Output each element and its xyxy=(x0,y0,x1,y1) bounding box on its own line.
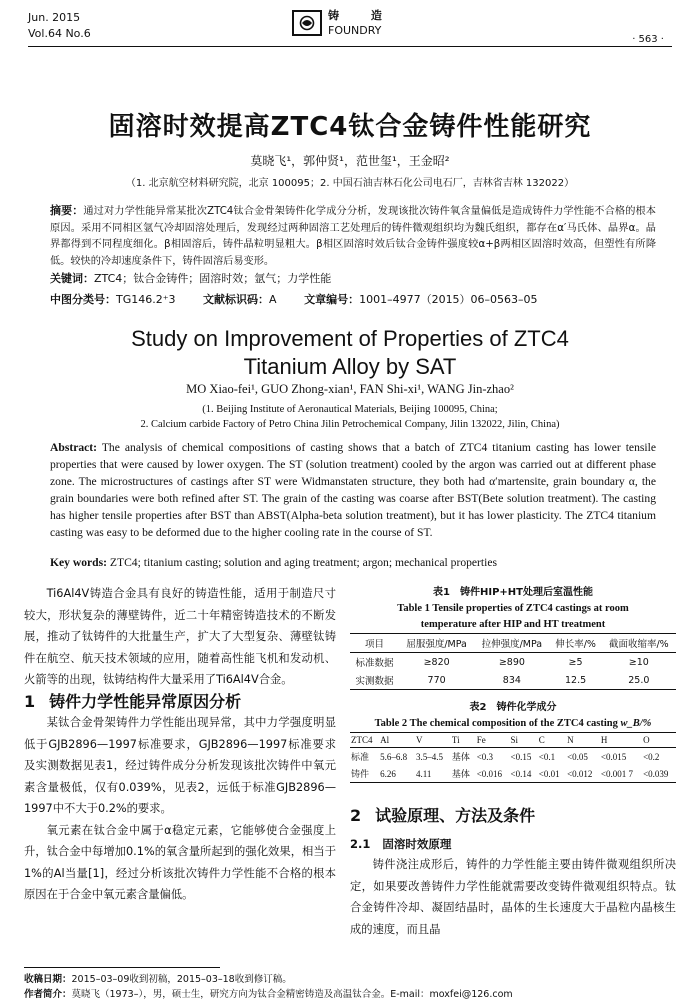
affiliation-en-1: (1. Beijing Institute of Aeronautical Materials, Beijing 100095, China; xyxy=(202,404,498,415)
table-2-header-row xyxy=(350,733,676,748)
clc-label: 中图分类号： xyxy=(50,293,116,306)
table-1-cell: ≥820 xyxy=(423,656,450,668)
table-2-cell: <0.01 xyxy=(538,768,560,779)
table-2-cell: <0.3 xyxy=(476,751,494,762)
journal-masthead xyxy=(292,8,396,38)
abstract-cn xyxy=(50,203,656,270)
table-2-cell: 铸件 xyxy=(351,769,370,779)
keywords-cn-text: ZTC4；钛合金铸件；固溶时效；氩气；力学性能 xyxy=(94,272,332,285)
table-1-header-row xyxy=(350,634,676,653)
article-number-label: 文章编号： xyxy=(304,293,360,306)
section-2-heading xyxy=(350,803,676,826)
table-2-cell: 6.26 xyxy=(380,768,396,779)
keywords-cn-label: 关键词： xyxy=(50,272,94,285)
paper-title-en-line1: Study on Improvement of Properties of ZTC4 xyxy=(131,326,569,351)
table-1-caption-en-2: temperature after HIP and HT treatment xyxy=(420,619,606,630)
paper-title-en xyxy=(0,325,700,381)
abstract-en-text: The analysis of chemical compositions of casting shows that a batch of ZTC4 titanium casting has lower tensile properties that were caused by lower oxygen. The ST (solution treatment) cooled by the argon was carried out at different phase zone. The microstructures of castings after ST were Widmanstaten structure, they both had α′martensite, grain boundary α, the grain boundaries were both refined after ST. The grain of the casting was coarse after BST(Bete solution treatment). The casting has higher tensile properties after BST than ABST(Alpha-beta solution treatment), but it has lower plasticity. The ZTC4 titanium casting was easy to be deformed due to the higher cooling rate in the course of ST. xyxy=(50,441,656,539)
affiliation-en-2: 2. Calcium carbide Factory of Petro China Jilin Petrochemical Company, Jilin 132022, Jilin, China) xyxy=(140,419,560,430)
table-1-header-cell: 屈服强度/MPa xyxy=(406,639,467,650)
keywords-en xyxy=(50,556,656,569)
section-1-paragraph-1: 某钛合金骨架铸件力学性能出现异常，其中力学强度明显低于GJB2896—1997标准要求，GJB2896—1997标准要求及实测数据见表1，经过铸件成分分析发现该批次铸件中氧元素含量极低，仅有0.039%，见表2，远低于标准GJB2896—1997中不大于0.2%的要求。 xyxy=(24,716,336,815)
table-2-header-cell: Al xyxy=(380,735,390,745)
table-1-cell: 770 xyxy=(427,674,446,686)
table-2-header-cell: C xyxy=(538,735,545,745)
subsection-2-1-paragraph: 铸件浇注成形后，铸件的力学性能主要由铸件微观组织所决定，如果要改善铸件力学性能就需要改变铸件微观组织特点。钛合金铸件冷却、凝固结晶时，晶体的生长速度大于晶粒内晶核生成的速度，而且晶 xyxy=(350,858,676,936)
table-2-cell: 4.11 xyxy=(416,768,432,779)
clc-value: TG146.2⁺3 xyxy=(116,293,176,306)
table-2-header-cell: Fe xyxy=(476,735,486,745)
table-2-cell: 标准 xyxy=(351,752,370,762)
section-2-number: 2 xyxy=(350,806,362,825)
footnote-rule xyxy=(24,967,220,968)
table-1 xyxy=(350,633,676,690)
abstract-en xyxy=(50,439,656,541)
table-1-cell: 834 xyxy=(502,674,521,686)
table-2-cell: <0.2 xyxy=(643,751,660,762)
section-1-number: 1 xyxy=(24,691,36,711)
keywords-cn xyxy=(50,270,656,286)
table-2-caption-cn: 表2 铸件化学成分 xyxy=(469,702,557,713)
article-number-value: 1001–4977（2015）06–0563–05 xyxy=(359,293,538,306)
table-2-caption-en-text: Table 2 The chemical composition of the ZTC4 casting xyxy=(374,718,618,729)
classification-line xyxy=(50,291,656,307)
table-2-row xyxy=(350,765,676,783)
received-label: 收稿日期： xyxy=(24,974,72,985)
table-2-header-cell: Ti xyxy=(451,735,460,745)
table-2-cell: <0.15 xyxy=(510,751,532,762)
table-2-cell: 3.5–4.5 xyxy=(416,751,443,762)
abstract-cn-text: 通过对力学性能异常某批次ZTC4钛合金骨架铸件化学成分分析，发现该批次铸件氧含量偏低是造成铸件力学性能不合格的根本原因。采用不同相区氩气冷却固溶处理后，发现经过两种固溶工艺处理后的铸件微观组织均为魏氏组织，都存在α′马氏体、晶界α。晶界都得到不同程度细化。β相固溶后，铸件晶粒明显粗大。β相区固溶时效后钛合金铸件强度较α+β两相区固溶时效高，但塑性有所降低。较快的冷却速度条件下，铸件固溶后易变形。 xyxy=(50,206,656,267)
table-2-header-cell: V xyxy=(416,735,423,745)
authors-cn: 莫晓飞¹，郭仲贤¹，范世玺¹，王金昭² xyxy=(250,154,450,168)
journal-name-en: FOUNDRY xyxy=(328,24,382,37)
table-2-header-cell: ZTC4 xyxy=(351,735,373,745)
table-1-cell: 标准数据 xyxy=(355,658,394,669)
body-left-column xyxy=(24,583,336,906)
subsection-2-1-title: 固溶时效原理 xyxy=(382,837,452,851)
subsection-2-1-number: 2.1 xyxy=(350,837,371,851)
table-2-cell: 基体 xyxy=(451,769,470,779)
doc-code-label: 文献标识码： xyxy=(203,293,270,306)
affiliation-cn: （1. 北京航空材料研究院，北京 100095；2. 中国石油吉林石化公司电石厂，吉林省吉林 132022） xyxy=(125,178,575,189)
keywords-en-label: Key words: xyxy=(50,556,107,569)
table-1-cell: 12.5 xyxy=(564,674,587,686)
section-1-heading xyxy=(24,691,336,713)
author-text: 莫晓飞（1973–），男，硕士生，研究方向为钛合金精密铸造及高温钛合金。E-mail：moxfei@126.com xyxy=(71,989,513,1000)
table-2-cell: <0.14 xyxy=(510,768,532,779)
table-2-cell: 5.6–6.8 xyxy=(380,751,408,762)
author-label: 作者简介： xyxy=(24,989,72,1000)
table-2 xyxy=(350,732,676,783)
table-2-cell: <0.039 xyxy=(643,768,669,779)
table-2-unit: w_B/% xyxy=(620,718,652,729)
subsection-2-1-heading xyxy=(350,836,676,852)
table-1-cell: 实测数据 xyxy=(355,676,394,687)
abstract-en-label: Abstract: xyxy=(50,441,98,454)
table-1-header-cell: 伸长率/% xyxy=(555,639,596,650)
table-2-row xyxy=(350,748,676,766)
table-2-header-cell: Si xyxy=(510,735,519,745)
table-2-cell: <0.05 xyxy=(567,751,588,762)
issue-info xyxy=(28,10,91,42)
table-1-row xyxy=(350,671,676,690)
issue-date: Jun. 2015 xyxy=(28,11,81,24)
doc-code-value: A xyxy=(269,293,277,306)
table-2-cell: <0.1 xyxy=(538,751,556,762)
table-1-header-cell: 项目 xyxy=(364,639,384,650)
table-2-cell: 基体 xyxy=(451,752,470,762)
body-right-column xyxy=(350,585,676,940)
section-2-title: 试验原理、方法及条件 xyxy=(375,806,536,825)
table-1-caption-en xyxy=(350,601,676,633)
header-rule xyxy=(28,46,672,47)
received-note xyxy=(24,972,676,987)
table-2-cell: <0.015 xyxy=(600,751,627,762)
section-1-title: 铸件力学性能异常原因分析 xyxy=(49,691,242,711)
affiliation-en xyxy=(0,402,700,432)
author-note xyxy=(24,987,676,1002)
table-1-caption-cn: 表1 铸件HIP+HT处理后室温性能 xyxy=(433,587,593,598)
table-2-cell: <0.016 xyxy=(476,768,503,779)
table-1-cell: ≥890 xyxy=(498,656,525,668)
footnotes xyxy=(24,972,676,1002)
table-2-cell: <0.001 7 xyxy=(600,768,633,779)
table-1-row xyxy=(350,653,676,672)
keywords-en-text: ZTC4; titanium casting; solution and aging treatment; argon; mechanical properties xyxy=(109,556,498,569)
table-2-header-cell: N xyxy=(567,735,574,745)
journal-name-cn: 铸 造 xyxy=(328,9,396,22)
table-1-cell: ≥10 xyxy=(628,656,649,668)
paper-title-cn: 固溶时效提高ZTC4钛合金铸件性能研究 xyxy=(108,112,592,142)
table-2-header-cell: H xyxy=(600,735,608,745)
table-2-cell: <0.012 xyxy=(567,768,593,779)
table-1-cell: ≥5 xyxy=(568,656,583,668)
foundry-logo-icon xyxy=(292,10,322,36)
issue-volume: Vol.64 No.6 xyxy=(28,27,91,40)
table-2-header-cell: O xyxy=(643,735,650,745)
table-1-caption-en-1: Table 1 Tensile properties of ZTC4 castings at room xyxy=(397,603,629,614)
intro-paragraph: Ti6Al4V铸造合金具有良好的铸造性能，适用于制造尺寸较大，形状复杂的薄壁铸件，近二十年精密铸造技术的不断发展，推动了钛铸件的大批量生产，扩大了大型复杂、薄壁钛铸件在航空、航天技术领域的应用，随着高性能飞机和发动机、火箭等的出现，钛铸结构件大量采用了Ti6Al4V合金。 xyxy=(24,587,336,686)
table-1-cell: 25.0 xyxy=(628,674,650,686)
table-1-header-cell: 截面收缩率/% xyxy=(608,639,669,650)
received-text: 2015–03–09收到初稿，2015–03–18收到修订稿。 xyxy=(71,974,292,985)
section-1-paragraph-2: 氧元素在钛合金中属于α稳定元素，它能够使合金强度上升，钛合金中每增加0.1%的氧含量所起到的强化效果，相当于1%的Al当量[1]，经过分析该批次铸件力学性能不合格的根本原因在于合金中氧元素含量偏低。 xyxy=(24,823,336,901)
table-2-caption-en xyxy=(350,716,676,732)
page-number: · 563 · xyxy=(632,34,664,45)
abstract-cn-label: 摘要： xyxy=(50,204,84,217)
paper-title-en-line2: Titanium Alloy by SAT xyxy=(243,354,457,379)
authors-en: MO Xiao-fei¹, GUO Zhong-xian¹, FAN Shi-xi¹, WANG Jin-zhao² xyxy=(186,382,514,396)
table-1-header-cell: 拉伸强度/MPa xyxy=(481,639,543,650)
